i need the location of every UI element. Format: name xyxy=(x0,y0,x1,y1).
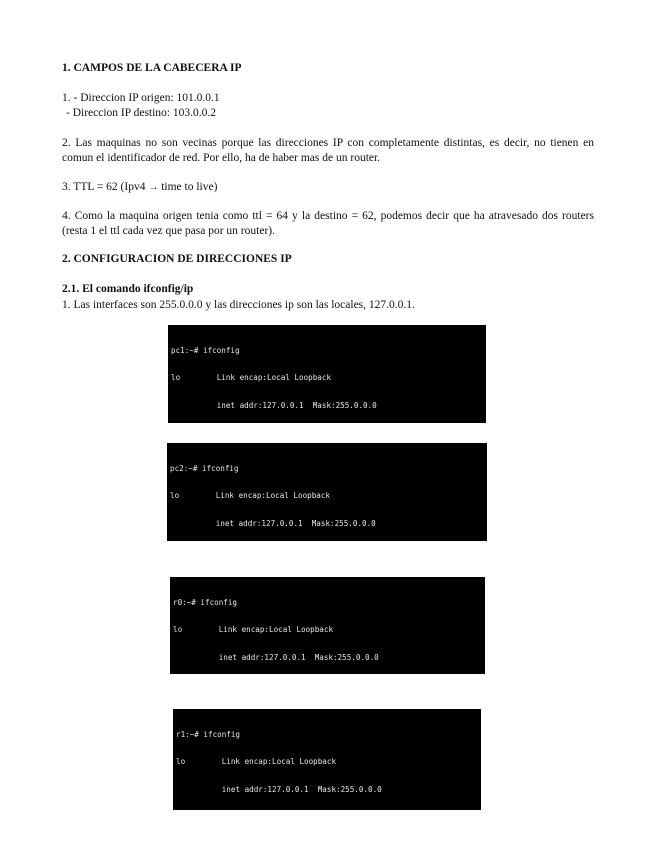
ttl-paragraph xyxy=(62,180,594,195)
terminal-line: lo Link encap:Local Loopback xyxy=(176,757,337,767)
neighbors-paragraph: 2. Las maquinas no son vecinas porque las direcciones IP con completamente distintas, es decir, no tienen en comun el identificador de red. Por ello, ha de haber mas de un router. xyxy=(62,137,594,164)
ttl-text-after: time to live) xyxy=(158,181,218,193)
terminal-line: inet addr:127.0.0.1 Mask:255.0.0.0 xyxy=(173,653,379,663)
section-1-title: 1. CAMPOS DE LA CABECERA IP xyxy=(62,62,242,74)
terminal-line: lo Link encap:Local Loopback xyxy=(170,491,331,501)
destination-ip-line: - Direccion IP destino: 103.0.0.2 xyxy=(66,107,217,119)
terminal-pc2-ifconfig xyxy=(167,443,487,541)
arrow-icon: → xyxy=(148,182,159,193)
source-ip-line: 1. - Direccion IP origen: 101.0.0.1 xyxy=(62,92,220,104)
section-2-title: 2. CONFIGURACION DE DIRECCIONES IP xyxy=(62,253,292,265)
section-2-1-subtitle: 2.1. El comando ifconfig/ip xyxy=(62,283,194,295)
terminal-line: r1:~# ifconfig xyxy=(176,729,241,739)
terminal-r0-ifconfig xyxy=(170,577,485,674)
terminal-line: lo Link encap:Local Loopback xyxy=(173,625,334,635)
ip-addresses-item xyxy=(62,91,594,121)
terminal-pc1-ifconfig xyxy=(168,325,486,423)
ttl-text-before: 3. TTL = 62 (Ipv4 xyxy=(62,181,149,193)
terminal-line: inet addr:127.0.0.1 Mask:255.0.0.0 xyxy=(170,519,376,529)
routers-paragraph: 4. Como la maquina origen tenia como ttl = 64 y la destino = 62, podemos decir que ha atravesado dos routers (resta 1 el ttl cada vez que pasa por un router). xyxy=(62,210,594,237)
terminal-line: lo Link encap:Local Loopback xyxy=(171,373,332,383)
terminal-line: inet addr:127.0.0.1 Mask:255.0.0.0 xyxy=(171,401,377,411)
terminal-line: r0:~# ifconfig xyxy=(173,597,238,607)
terminal-r1-ifconfig xyxy=(173,709,481,810)
terminal-line: inet addr:127.0.0.1 Mask:255.0.0.0 xyxy=(176,785,382,795)
interfaces-paragraph: 1. Las interfaces son 255.0.0.0 y las direcciones ip son las locales, 127.0.0.1. xyxy=(62,299,415,311)
terminal-line: pc1:~# ifconfig xyxy=(171,345,240,355)
terminal-line: pc2:~# ifconfig xyxy=(170,463,239,473)
